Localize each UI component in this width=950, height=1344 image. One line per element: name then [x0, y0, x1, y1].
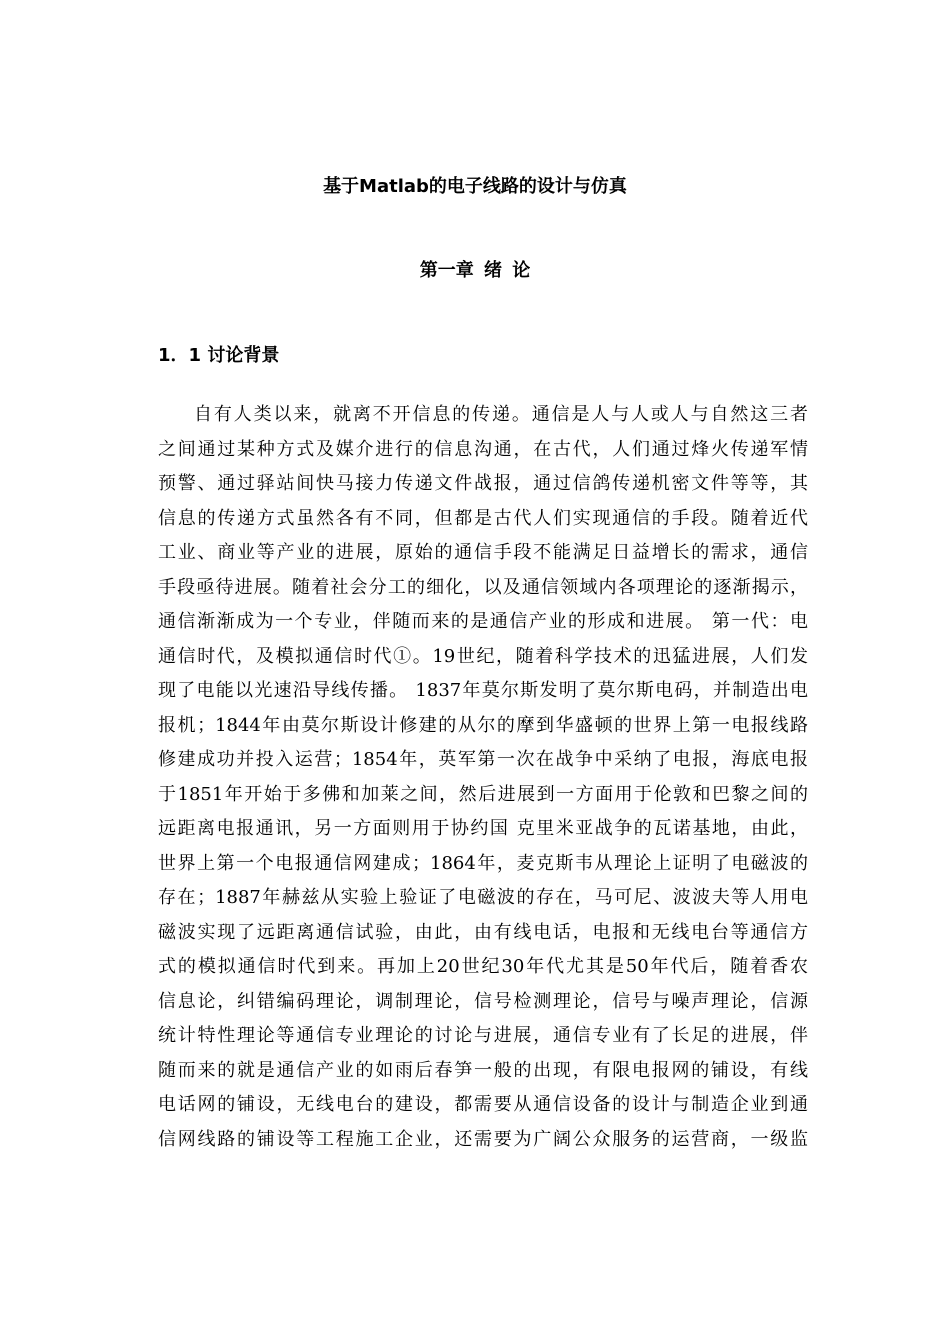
paragraph-line: 统计特性理论等通信专业理论的讨论与进展，通信专业有了长足的进展，伴 [158, 1025, 808, 1046]
paragraph-line: 存在；1887年赫兹从实验上验证了电磁波的存在，马可尼、波波夫等人用电 [158, 887, 808, 908]
document-title: 基于Matlab的电子线路的设计与仿真 [323, 176, 627, 197]
section-heading: 1．1 讨论背景 [158, 345, 280, 366]
paragraph-line: 磁波实现了远距离通信试验，由此，由有线电话，电报和无线电台等通信方 [158, 921, 808, 943]
chapter-heading: 第一章 绪 论 [419, 260, 531, 281]
paragraph-line: 报机；1844年由莫尔斯设计修建的从尔的摩到华盛顿的世界上第一电报线路 [158, 714, 808, 736]
paragraph-line: 通信渐渐成为一个专业，伴随而来的是通信产业的形成和进展。 第一代：电 [158, 611, 808, 632]
paragraph-line: 信息论，纠错编码理论，调制理论，信号检测理论，信号与噪声理论，信源 [158, 990, 808, 1012]
paragraph-line: 现了电能以光速沿导线传播。 1837年莫尔斯发明了莫尔斯电码，并制造出电 [158, 680, 808, 701]
paragraph-line: 之间通过某种方式及媒介进行的信息沟通，在古代，人们通过烽火传递军情 [158, 438, 808, 460]
paragraph-line: 于1851年开始于多佛和加莱之间，然后进展到一方面用于伦敦和巴黎之间的 [158, 783, 808, 805]
paragraph-line: 修建成功并投入运营；1854年，英军第一次在战争中采纳了电报，海底电报 [158, 749, 808, 770]
paragraph-line: 预警、通过驿站间快马接力传递文件战报，通过信鸽传递机密文件等等，其 [158, 473, 808, 494]
paragraph-line: 随而来的就是通信产业的如雨后春笋一般的出现，有限电报网的铺设，有线 [158, 1059, 808, 1081]
paragraph-line: 通信时代，及模拟通信时代①。19世纪，随着科学技术的迅猛进展，人们发 [158, 645, 808, 667]
paragraph-line: 自有人类以来，就离不开信息的传递。通信是人与人或人与自然这三者 [194, 404, 808, 425]
paragraph-line: 手段亟待进展。随着社会分工的细化，以及通信领域内各项理论的逐渐揭示， [158, 576, 808, 598]
paragraph-line: 信息的传递方式虽然各有不同，但都是古代人们实现通信的手段。随着近代 [158, 507, 808, 529]
paragraph-line: 式的模拟通信时代到来。再加上20世纪30年代尤其是50年代后，随着香农 [158, 956, 808, 977]
paragraph-line: 工业、商业等产业的进展，原始的通信手段不能满足日益增长的需求，通信 [158, 542, 808, 563]
paragraph-line: 信网线路的铺设等工程施工企业，还需要为广阔公众服务的运营商，一级监 [158, 1128, 808, 1150]
body-paragraph [158, 398, 808, 1157]
paragraph-line: 世界上第一个电报通信网建成；1864年，麦克斯韦从理论上证明了电磁波的 [158, 852, 808, 874]
paragraph-line: 电话网的铺设，无线电台的建设，都需要从通信设备的设计与制造企业到通 [158, 1094, 808, 1115]
paragraph-line: 远距离电报通讯，另一方面则用于协约国 克里米亚战争的瓦诺基地，由此， [158, 818, 808, 839]
